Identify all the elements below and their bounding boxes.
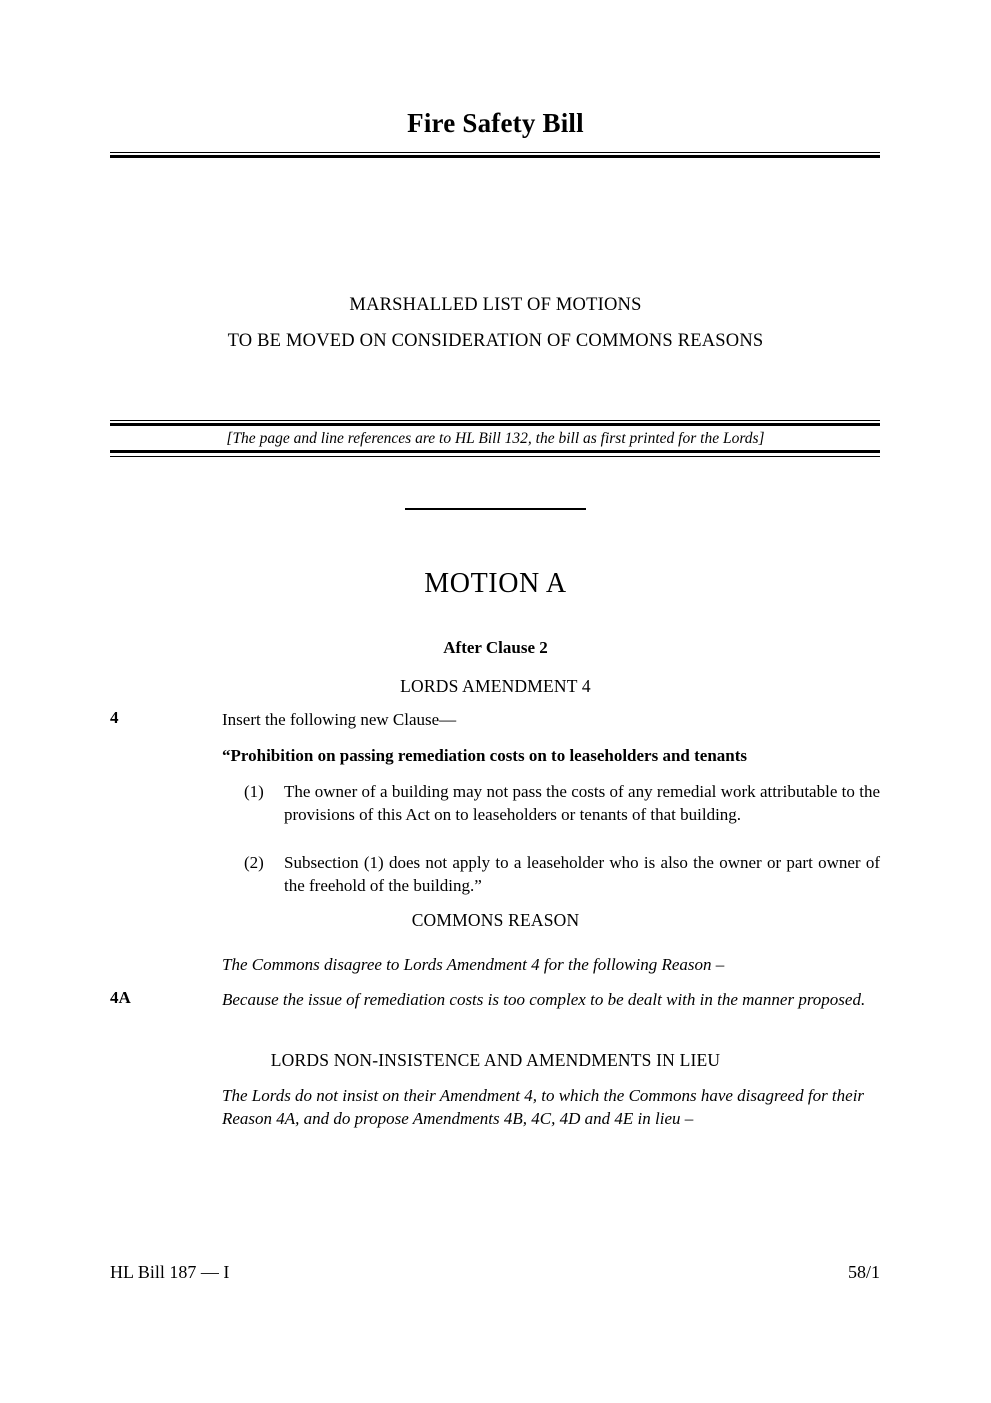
commons-reason-text: Because the issue of remediation costs is too complex to be dealt with in the manner proposed. bbox=[222, 990, 866, 1009]
clause-heading: “Prohibition on passing remediation costs on to leaseholders and tenants bbox=[222, 746, 748, 765]
subsection-number: (1) bbox=[244, 782, 264, 801]
clause-location-heading: After Clause 2 bbox=[443, 638, 548, 657]
reference-note-text: [The page and line references are to HL Bill 132, the bill as first printed for the Lords] bbox=[226, 430, 765, 447]
note-rule-group-top bbox=[110, 420, 880, 426]
rule-thick-bottom bbox=[110, 155, 880, 158]
margin-number-amendment: 4 bbox=[110, 708, 119, 727]
section-divider bbox=[405, 508, 586, 510]
margin-number-reason: 4A bbox=[110, 988, 131, 1007]
subsection-row bbox=[110, 780, 880, 826]
subsection-text: The owner of a building may not pass the costs of any remedial work attributable to the provisions of this Act on to leaseholders or tenants of that building. bbox=[284, 782, 880, 824]
rule-thin-bottom bbox=[110, 456, 880, 457]
commons-reason-row bbox=[110, 988, 880, 1011]
lords-noninsistence-text: The Lords do not insist on their Amendment 4, to which the Commons have disagreed for their Reason 4A, and do propose Amendments 4B, 4C, 4D and 4E in lieu – bbox=[222, 1086, 865, 1128]
subsection-text: Subsection (1) does not apply to a leaseholder who is also the owner or part owner of the freehold of the building.” bbox=[284, 853, 880, 895]
insert-instruction: Insert the following new Clause— bbox=[222, 710, 457, 729]
reference-note bbox=[0, 430, 991, 448]
commons-reason-heading: COMMONS REASON bbox=[411, 910, 580, 930]
subsection-body bbox=[222, 780, 880, 826]
subsection-row bbox=[110, 851, 880, 897]
lords-noninsistence-heading: LORDS NON-INSISTENCE AND AMENDMENTS IN LIEU bbox=[270, 1050, 721, 1070]
subsection-body bbox=[222, 851, 880, 897]
lords-amendment-heading: LORDS AMENDMENT 4 bbox=[400, 676, 591, 696]
rule-thick-bottom bbox=[110, 423, 880, 426]
note-rule-group-bottom bbox=[110, 450, 880, 457]
commons-disagree-row bbox=[110, 953, 880, 976]
commons-disagree-text: The Commons disagree to Lords Amendment 4 for the following Reason – bbox=[222, 955, 725, 974]
list-item bbox=[222, 780, 880, 826]
clause-heading-row bbox=[110, 744, 880, 767]
motion-heading: MOTION A bbox=[424, 568, 567, 599]
amendment-instruction-row bbox=[110, 708, 880, 731]
footer-page-reference: 58/1 bbox=[847, 1262, 880, 1282]
subtitle-line-2: TO BE MOVED ON CONSIDERATION OF COMMONS REASONS bbox=[227, 331, 764, 351]
lords-noninsistence-row bbox=[110, 1084, 880, 1130]
subtitle-line-1: MARSHALLED LIST OF MOTIONS bbox=[349, 295, 642, 315]
page-footer bbox=[110, 1262, 880, 1283]
subsection-number: (2) bbox=[244, 853, 264, 872]
footer-bill-reference: HL Bill 187 — I bbox=[110, 1262, 230, 1282]
page-title: Fire Safety Bill bbox=[407, 108, 584, 138]
list-item bbox=[222, 851, 880, 897]
title-rule-group bbox=[110, 152, 880, 158]
